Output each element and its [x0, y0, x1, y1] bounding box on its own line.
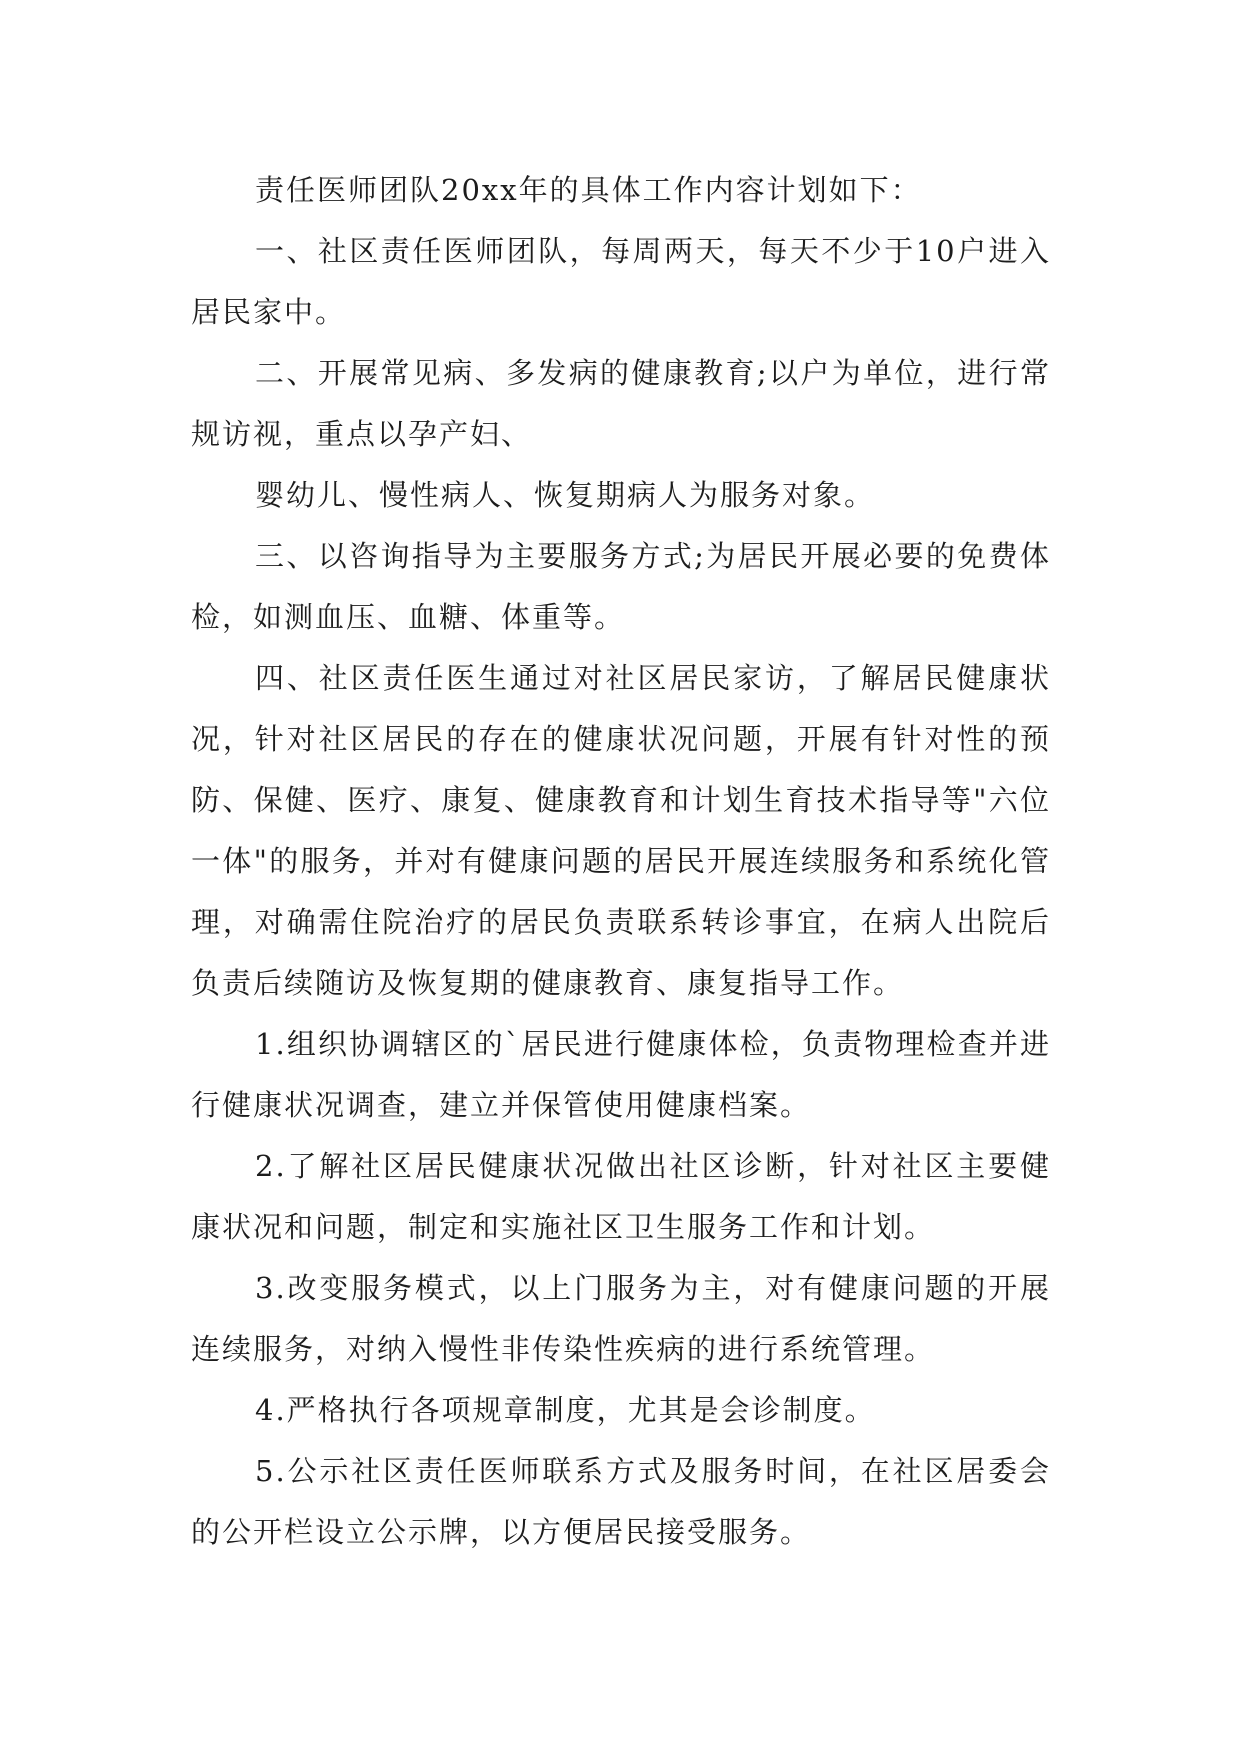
paragraph-subitem-5: 5.公示社区责任医师联系方式及服务时间，在社区居委会的公开栏设立公示牌，以方便居民接受服务。	[191, 1454, 1051, 1549]
paragraph-intro: 责任医师团队20xx年的具体工作内容计划如下：	[255, 173, 922, 207]
paragraph-item-4: 四、社区责任医生通过对社区居民家访，了解居民健康状况，针对社区居民的存在的健康状况问题，开展有针对性的预防、保健、医疗、康复、健康教育和计划生育技术指导等"六位一体"的服务，并对有健康问题的居民开展连续服务和系统化管理，对确需住院治疗的居民负责联系转诊事宜，在病人出院后负责后续随访及恢复期的健康教育、康复指导工作。	[191, 661, 1051, 1000]
paragraph-subitem-1: 1.组织协调辖区的`居民进行健康体检，负责物理检查并进行健康状况调查，建立并保管使用健康档案。	[191, 1027, 1051, 1122]
document-body	[191, 160, 1051, 1563]
paragraph-item-2-continued: 婴幼儿、慢性病人、恢复期病人为服务对象。	[255, 478, 876, 512]
paragraph-item-3: 三、以咨询指导为主要服务方式;为居民开展必要的免费体检，如测血压、血糖、体重等。	[191, 539, 1051, 634]
paragraph-subitem-4: 4.严格执行各项规章制度，尤其是会诊制度。	[255, 1393, 876, 1427]
paragraph-subitem-3: 3.改变服务模式，以上门服务为主，对有健康问题的开展连续服务，对纳入慢性非传染性疾病的进行系统管理。	[191, 1271, 1051, 1366]
paragraph-subitem-2: 2.了解社区居民健康状况做出社区诊断，针对社区主要健康状况和问题，制定和实施社区卫生服务工作和计划。	[191, 1149, 1051, 1244]
paragraph-item-1: 一、社区责任医师团队，每周两天，每天不少于10户进入居民家中。	[191, 234, 1051, 329]
paragraph-item-2: 二、开展常见病、多发病的健康教育;以户为单位，进行常规访视，重点以孕产妇、	[191, 356, 1051, 451]
